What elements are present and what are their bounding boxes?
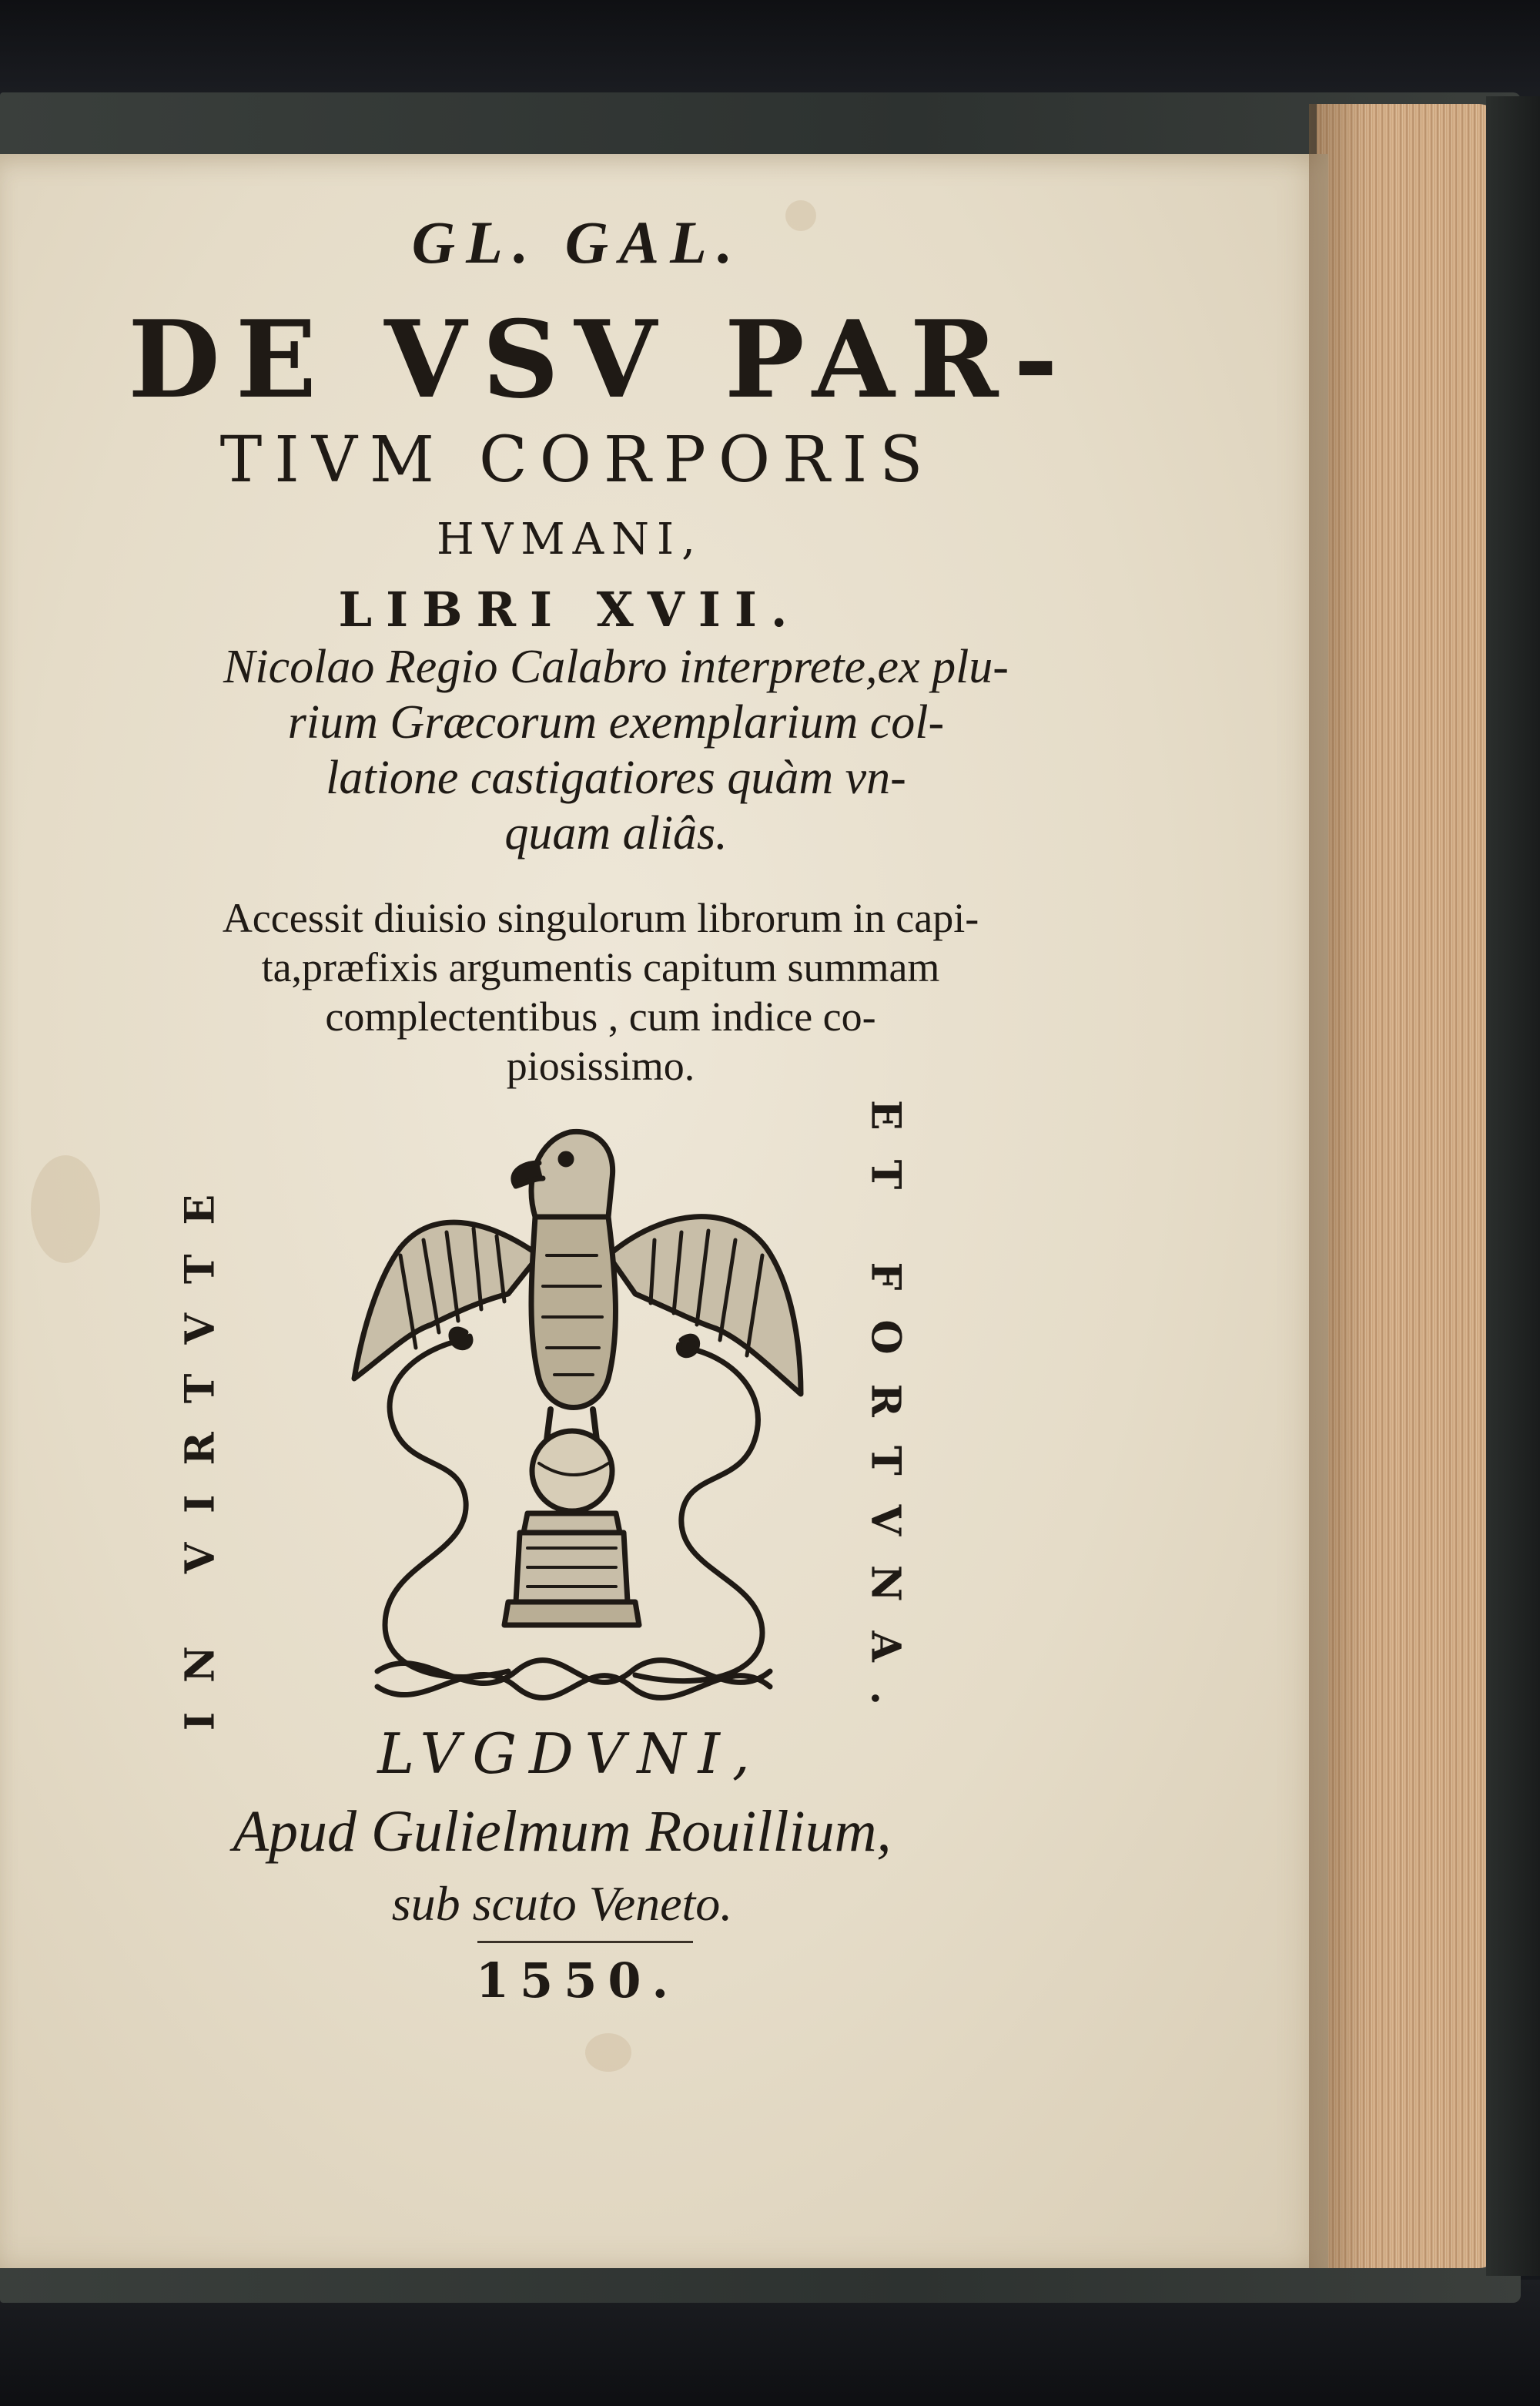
gutter-shadow bbox=[1309, 104, 1371, 2268]
contents-note bbox=[185, 893, 1016, 1091]
contents-note-line: complectentibus , cum indice co- bbox=[325, 994, 876, 1040]
title-line-2: TIVM CORPORIS bbox=[219, 424, 936, 497]
author-name: GL. GAL. bbox=[411, 209, 744, 276]
imprint-year: 1550. bbox=[475, 1952, 680, 2009]
imprint-city: LVGDVNI, bbox=[377, 1721, 762, 1786]
motto-right: ET FORTVNA. bbox=[862, 1100, 909, 1734]
translator-note-line: Nicolao Regio Calabro interprete,ex plu- bbox=[223, 641, 1009, 693]
imprint-printer: Apud Gulielmum Rouillium, bbox=[233, 1799, 892, 1864]
translator-note-line: quam aliâs. bbox=[504, 807, 728, 860]
contents-note-line: piosissimo. bbox=[506, 1043, 695, 1089]
cover-edge bbox=[1486, 96, 1540, 2276]
translator-note-line: latione castigatiores quàm vn- bbox=[326, 752, 906, 804]
books-count: LIBRI XVII. bbox=[338, 581, 802, 638]
divider-rule bbox=[477, 1941, 693, 1943]
translator-note bbox=[208, 639, 1024, 861]
foxing-spot bbox=[31, 1155, 100, 1263]
eagle-snakes-printer-device-icon bbox=[331, 1101, 808, 1717]
motto-left: IN VIRTVTE bbox=[176, 1164, 224, 1731]
imprint-sign: sub scuto Veneto. bbox=[391, 1876, 733, 1931]
contents-note-line: ta,præfixis argumentis capitum summam bbox=[261, 944, 940, 990]
title-line-3: HVMANI, bbox=[437, 514, 703, 565]
contents-note-line: Accessit diuisio singulorum librorum in capi- bbox=[222, 895, 979, 941]
title-line-1: DE VSV PAR- bbox=[128, 297, 1073, 422]
background-surface-top bbox=[0, 0, 1540, 100]
foxing-spot bbox=[585, 2033, 631, 2072]
translator-note-line: rium Græcorum exemplarium col- bbox=[287, 696, 945, 749]
